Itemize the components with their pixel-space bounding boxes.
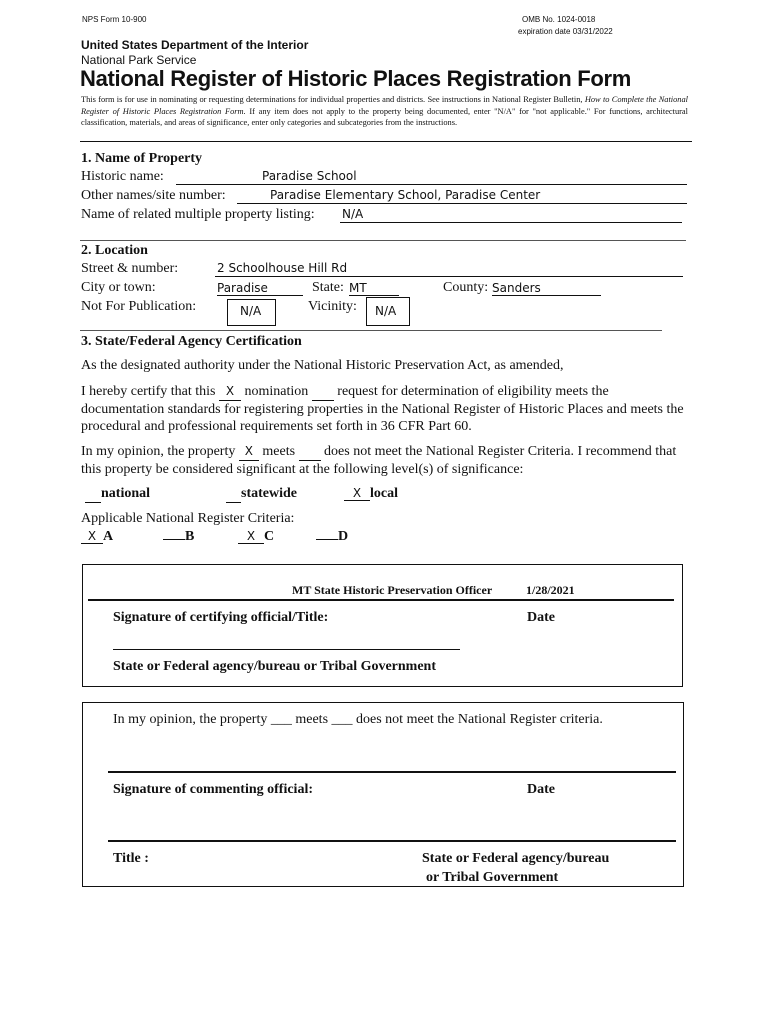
does-not-meet-mark [299,443,321,461]
criteria-label: Applicable National Register Criteria: [81,511,295,526]
not-for-publication-value: N/A [240,304,262,318]
vicinity-value: N/A [375,304,397,318]
form-number: NPS Form 10-900 [82,15,147,24]
city-value: Paradise [217,281,303,296]
other-names-value: Paradise Elementary School, Paradise Center [270,188,541,202]
agency-line[interactable] [113,649,460,650]
level-local: X local [344,486,398,502]
title-label: Title : [113,851,149,866]
certifying-official-title: MT State Historic Preservation Officer [292,583,493,597]
omb-number: OMB No. 1024-0018 [522,15,596,24]
certifying-signature-label: Signature of certifying official/Title: [113,610,329,625]
historic-name-value: Paradise School [262,169,357,183]
nomination-mark: X [219,383,241,401]
form-instructions: This form is for use in nominating or requesting determinations for individual properties and districts. See instructions in National Register Bulletin, How to Complete the National Register of Historic Places Registration Form. If any item does not apply to the property being documented, enter "N/A" for "not applicable." For functions, architectural classification, materials, and areas of significance, enter only categories and subcategories from the instructions. [81,95,689,127]
certification-statement: I hereby certify that this X nomination request for determination of eligibility meets the documentation standards for registering properties in the National Register of Historic Places and meets the procedural and professional requirements set forth in 36 CFR Part 60. [81,384,684,434]
street-value: 2 Schoolhouse Hill Rd [217,261,348,275]
commenting-signature-line[interactable] [108,771,676,773]
county-value: Sanders [492,281,601,296]
department-name: United States Department of the Interior [81,38,309,52]
request-mark [312,383,334,401]
certifying-date-label: Date [527,610,555,625]
section-3-heading: 3. State/Federal Agency Certification [81,334,302,349]
level-national: national [85,486,150,503]
commenting-title-line[interactable] [108,840,676,842]
certifying-signature-line[interactable] [88,599,674,601]
city-label: City or town: [81,280,156,295]
opinion-statement: In my opinion, the property X meets does not meet the National Register Criteria. I recommend that this property be considered significant at the following level(s) of significance: [81,444,677,477]
vicinity-label: Vicinity: [308,299,357,314]
historic-name-label: Historic name: [81,169,164,184]
commenting-agency-label-1: State or Federal agency/bureau [422,851,610,866]
expiration-date: expiration date 03/31/2022 [518,27,613,36]
section-2-heading: 2. Location [81,243,148,258]
commenting-opinion: In my opinion, the property ___ meets ___ does not meet the National Register criteria. [113,712,603,727]
criterion-a: X A [81,529,113,545]
criterion-d: D [316,529,348,545]
form-title: National Register of Historic Places Registration Form [80,66,632,91]
meets-mark: X [239,443,259,461]
related-listing-value: N/A [342,207,364,221]
commenting-signature-label: Signature of commenting official: [113,782,313,797]
state-value: MT [349,281,399,296]
certification-date: 1/28/2021 [526,583,575,597]
not-for-publication-label: Not For Publication: [81,299,197,314]
county-label: County: [443,280,489,295]
section-1-heading: 1. Name of Property [81,151,203,166]
level-statewide: statewide [226,486,297,503]
state-label: State: [312,280,344,295]
header-divider [80,141,692,142]
street-label: Street & number: [81,261,179,276]
criterion-b: B [163,529,194,545]
other-names-label: Other names/site number: [81,188,226,203]
commenting-agency-label-2: or Tribal Government [426,870,559,885]
service-name: National Park Service [81,53,197,67]
authority-statement: As the designated authority under the National Historic Preservation Act, as amended, [81,358,564,373]
agency-label: State or Federal agency/bureau or Tribal Government [113,659,437,674]
commenting-date-label: Date [527,782,555,797]
related-listing-label: Name of related multiple property listing: [81,207,315,222]
criterion-c: X C [238,529,274,545]
